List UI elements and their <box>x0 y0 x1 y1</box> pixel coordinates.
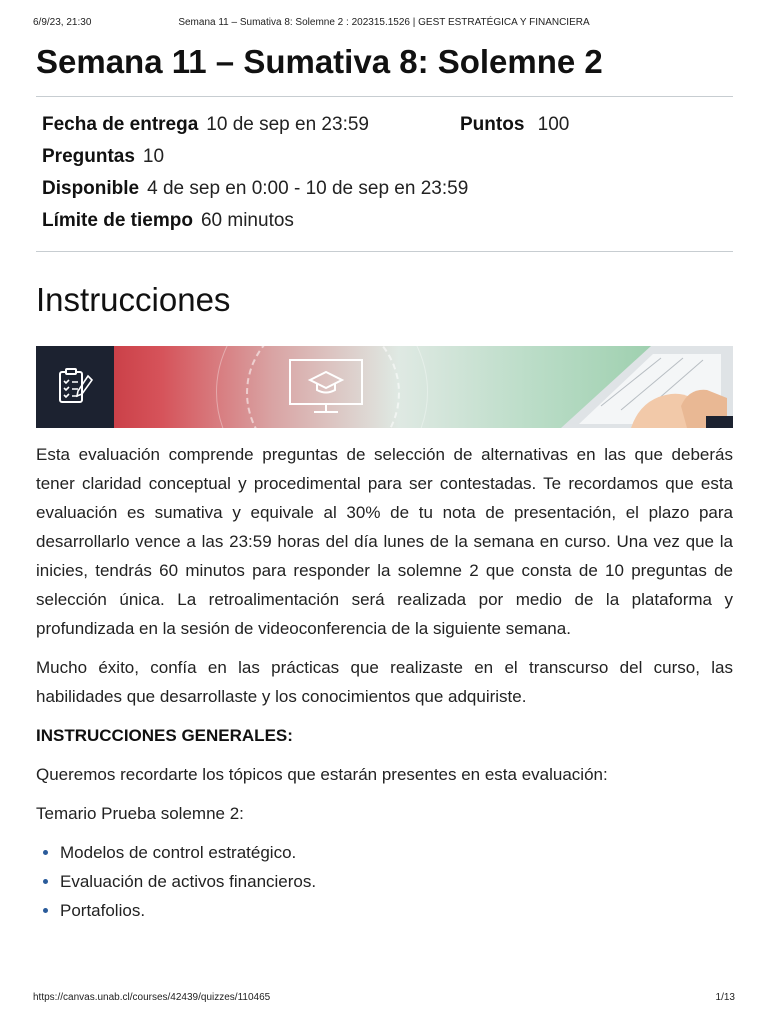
available-value: 4 de sep en 0:00 - 10 de sep en 23:59 <box>147 178 469 199</box>
print-header <box>33 17 735 31</box>
questions-label: Preguntas <box>42 146 135 167</box>
time-limit-value: 60 minutos <box>200 210 294 231</box>
points-group <box>460 109 569 141</box>
print-footer <box>33 992 735 1006</box>
laptop-typing-icon <box>531 346 733 428</box>
points-value: 100 <box>537 114 570 135</box>
due-label: Fecha de entrega <box>42 114 199 135</box>
available-label: Disponible <box>42 178 140 199</box>
page-url: https://canvas.unab.cl/courses/42439/quizzes/110465 <box>33 992 271 1003</box>
divider <box>36 251 733 252</box>
print-page-title: Semana 11 – Sumativa 8: Solemne 2 : 202315.1526 | GEST ESTRATÉGICA Y FINANCIERA <box>178 17 590 28</box>
quiz-title: Semana 11 – Sumativa 8: Solemne 2 <box>36 43 603 80</box>
print-datetime: 6/9/23, 21:30 <box>33 17 92 28</box>
quiz-content <box>36 40 733 925</box>
due-row <box>42 109 733 141</box>
instructions-banner <box>36 346 733 428</box>
page-number: 1/13 <box>715 992 735 1003</box>
time-limit-label: Límite de tiempo <box>42 210 193 231</box>
instructions-heading: Instrucciones <box>36 281 231 318</box>
list-item: • Modelos de control estratégico. <box>60 838 733 867</box>
topics-list <box>36 838 733 925</box>
available-row <box>42 173 733 205</box>
general-instructions-heading: INSTRUCCIONES GENERALES: <box>36 726 293 745</box>
quiz-details <box>36 97 733 251</box>
checklist-icon <box>36 346 114 428</box>
syllabus-label: Temario Prueba solemne 2: <box>36 804 244 823</box>
due-value: 10 de sep en 23:59 <box>206 114 369 135</box>
banner-icon-panel <box>36 346 114 428</box>
instructions-paragraph: Queremos recordarte los tópicos que estarán presentes en esta evaluación: <box>36 765 608 784</box>
questions-row <box>42 141 733 173</box>
monitor-graduation-icon <box>286 356 366 420</box>
points-label: Puntos <box>460 114 525 135</box>
instructions-paragraph: Esta evaluación comprende preguntas de selección de alternativas en las que deberás tener claridad conceptual y procedimental para ser contestadas. Te recordamos que esta evaluación es sumativa y equivale al 30% de tu nota de presentación, el plazo para desarrollarlo vence a las 23:59 horas del día lunes de la semana en curso. Una vez que la inicies, tendrás 60 minutos para responder la solemne 2 que consta de 10 preguntas de selección única. La retroalimentación será realizada por medio de la plataforma y profundizada en la sesión de videoconferencia de la siguiente semana. <box>36 445 733 638</box>
time-limit-row <box>42 205 733 237</box>
list-item: • Evaluación de activos financieros. <box>60 867 733 896</box>
instructions-paragraph: Mucho éxito, confía en las prácticas que realizaste en el transcurso del curso, las habilidades que desarrollaste y los conocimientos que adquiriste. <box>36 658 733 706</box>
instructions-body <box>36 440 733 925</box>
questions-value: 10 <box>142 146 165 167</box>
list-item: • Portafolios. <box>60 896 733 925</box>
